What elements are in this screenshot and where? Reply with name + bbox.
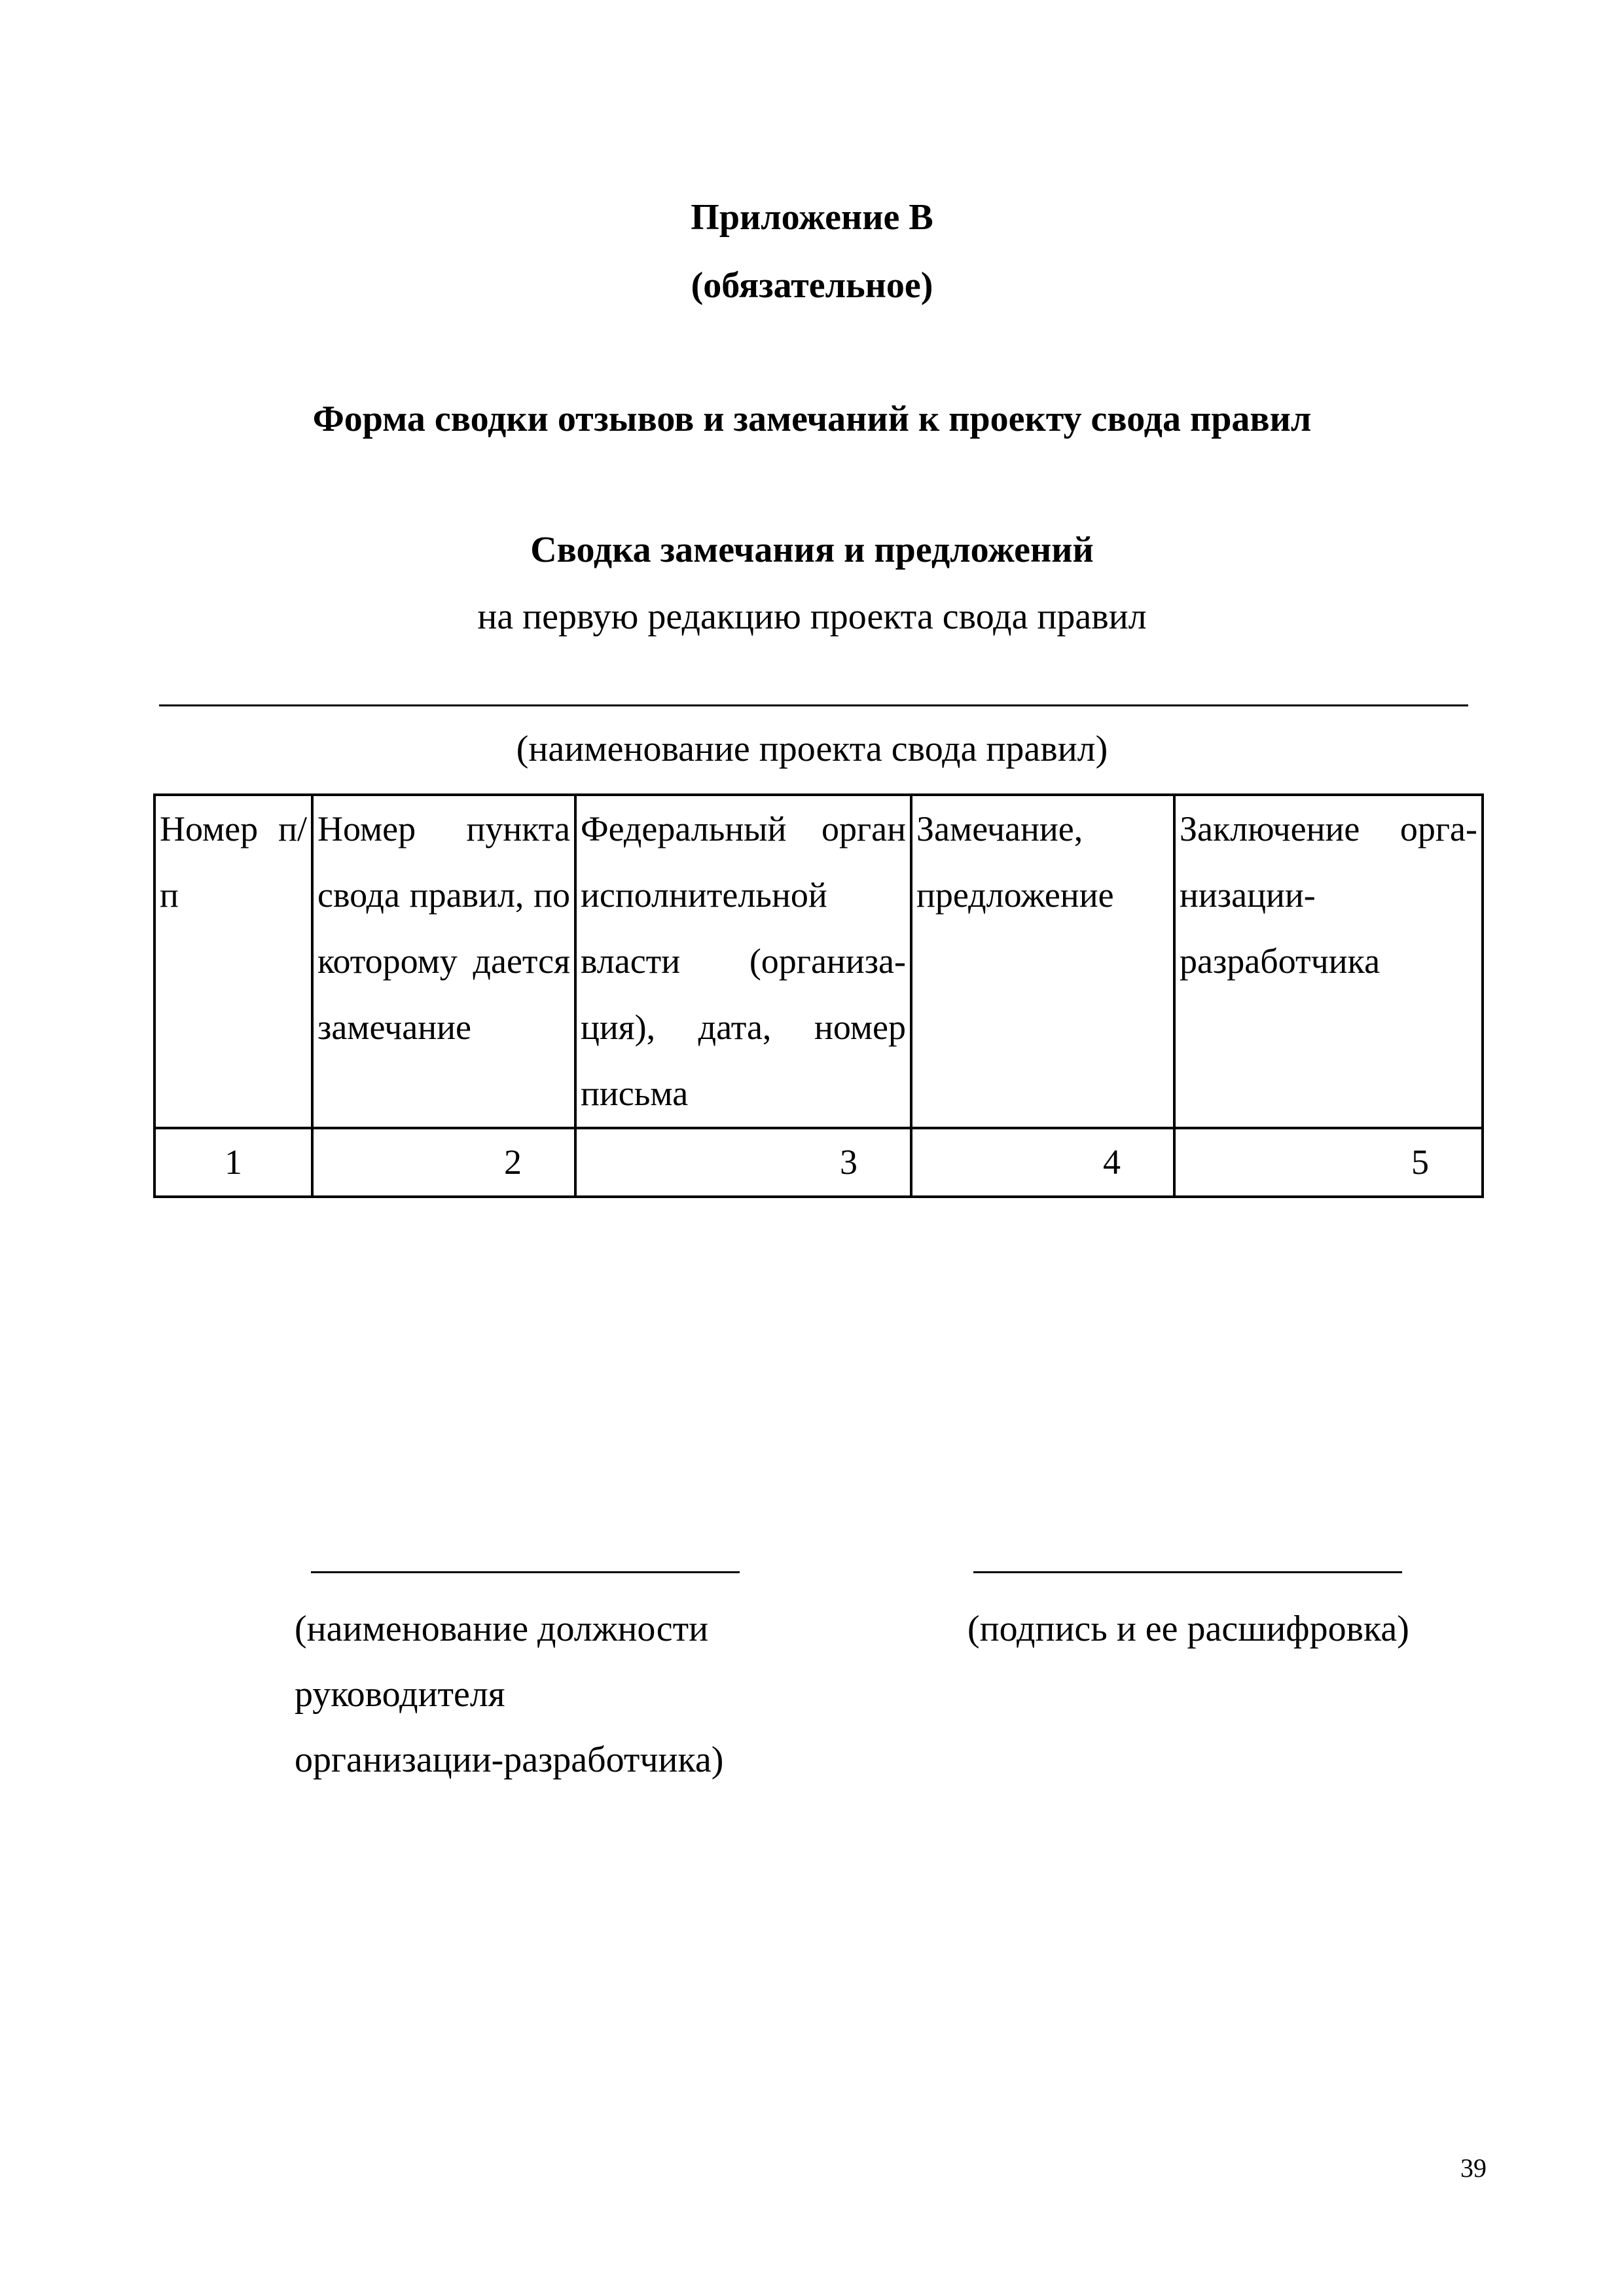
signature-line (973, 1571, 1402, 1573)
position-caption-line: организации-разработчика) (295, 1740, 724, 1780)
column-number-3: 3 (575, 1128, 911, 1197)
header-cell-authority: Федеральный орган исполнительной власти (организация), дата, номер письма (575, 795, 911, 1128)
page-number: 39 (1460, 2153, 1487, 2183)
column-number-5: 5 (1174, 1128, 1483, 1197)
summary-subtitle: на первую редакцию проекта свода правил (477, 596, 1147, 637)
form-title: Форма сводки отзывов и замечаний к проекту свода правил (312, 399, 1312, 439)
project-name-line (159, 704, 1468, 706)
position-signature-line (311, 1571, 740, 1573)
column-number-1: 1 (154, 1128, 312, 1197)
table-header-row (154, 795, 1483, 1128)
header-cell-conclusion: Заключение организации-разработчика (1174, 795, 1483, 1128)
column-number-4: 4 (911, 1128, 1174, 1197)
signature-caption: (подпись и ее расшифровка) (967, 1609, 1409, 1649)
position-caption-line: (наименование должности (295, 1609, 709, 1649)
table-number-row (154, 1128, 1483, 1197)
comments-table (153, 793, 1484, 1198)
position-caption-line: руководителя (295, 1674, 505, 1715)
project-name-caption: (наименование проекта свода правил) (516, 729, 1108, 769)
appendix-title: Приложение В (691, 197, 933, 238)
header-cell-number: Номер п/п (154, 795, 312, 1128)
header-cell-clause: Номер пункта свода правил, по которому дается замечание (312, 795, 575, 1128)
header-cell-comment: Замечание, предложение (911, 795, 1174, 1128)
summary-title: Сводка замечания и предложений (530, 530, 1094, 570)
appendix-status: (обязательное) (691, 265, 933, 306)
column-number-2: 2 (312, 1128, 575, 1197)
position-caption (295, 1596, 723, 1793)
